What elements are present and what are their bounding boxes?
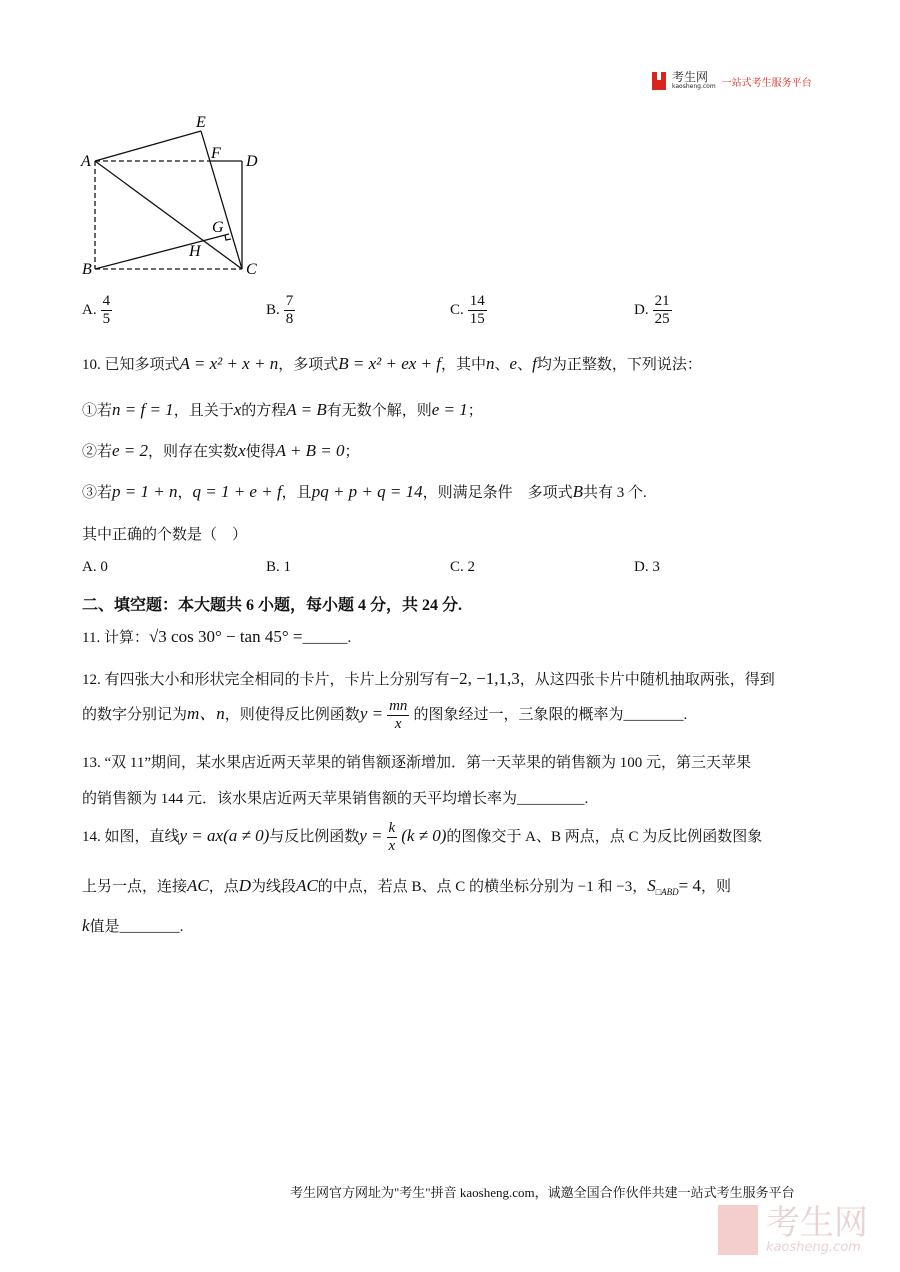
- label-C: C: [246, 261, 257, 278]
- q9-option-c: C. $\frac{14}{15}$: [450, 293, 485, 327]
- q14-line-2: 上另一点，连接AC，点D为线段AC的中点，若点 B、点 C 的横坐标分别为 −1 和 −3，$S_{□ABD}= 4$，则: [82, 876, 732, 897]
- brand-url: kaosheng.com: [672, 83, 716, 90]
- q9-option-d: D. $\frac{21}{25}$: [634, 293, 670, 327]
- q11: 11. 计算：√3 cos 30° − tan 45° =______.: [82, 627, 352, 646]
- q10-option-c: C. 2: [450, 559, 476, 575]
- q10-option-d: D. 3: [634, 559, 660, 575]
- q9-option-b: B. $\frac{7}{8}$: [266, 293, 294, 327]
- slogan: 一站式考生服务平台: [721, 77, 812, 89]
- q10-statement-3: ③若p = 1 + n，q = 1 + e + f，且pq + p + q = 14，则满足条件 多项式B共有 3 个.: [82, 482, 647, 501]
- header-logo: [652, 72, 812, 90]
- label-F: F: [211, 145, 221, 162]
- q12-line-1: 12. 有四张大小和形状完全相同的卡片，卡片上分别写有−2, −1,1,3，从这四张卡片中随机抽取两张，得到: [82, 669, 775, 688]
- watermark-logo-icon: [718, 1205, 758, 1255]
- q9-option-a: A. $\frac{4}{5}$: [82, 293, 111, 327]
- label-D: D: [246, 153, 258, 170]
- label-A: A: [81, 153, 91, 170]
- label-H: H: [189, 243, 201, 260]
- q13-line-1: 13. “双 11”期间，某水果店近两天苹果的销售额逐渐增加．第一天苹果的销售额为 100 元，第三天苹果: [82, 755, 752, 771]
- brand-name: 考生网: [672, 70, 709, 84]
- logo-mark-icon: [652, 72, 666, 90]
- q14-line-1: 14. 如图，直线y = ax(a ≠ 0)与反比例函数y = $\frac{k}{x}$ (k ≠ 0)的图像交于 A、B 两点，点 C 为反比例函数图象: [82, 820, 763, 854]
- q10-option-a: A. 0: [82, 559, 108, 575]
- watermark: 考生网 kaosheng.com: [718, 1205, 868, 1255]
- label-B: B: [82, 261, 92, 278]
- q10-statement-1: ①若n = f = 1，且关于x的方程A = B有无数个解，则e = 1；: [82, 400, 483, 419]
- q14-line-3: k值是________.: [82, 916, 184, 935]
- geometry-figure: [0, 0, 300, 300]
- footer-text: 考生网官方网址为"考生"拼音 kaosheng.com，诚邀全国合作伙伴共建一站式考生服务平台: [290, 1185, 795, 1200]
- label-E: E: [196, 114, 206, 131]
- q10-option-b: B. 1: [266, 559, 292, 575]
- q10-question: 其中正确的个数是（ ）: [82, 527, 248, 543]
- q10-statement-2: ②若e = 2，则存在实数x使得A + B = 0；: [82, 441, 360, 460]
- label-G: G: [212, 219, 224, 236]
- q13-line-2: 的销售额为 144 元．该水果店近两天苹果销售额的天平均增长率为_________.: [82, 791, 589, 807]
- q10-stem: 10. 已知多项式A = x² + x + n，多项式B = x² + ex + f，其中n、e、f均为正整数，下列说法：: [82, 354, 702, 373]
- q12-line-2: 的数字分别记为m、n，则使得反比例函数y = $\frac{mn}{x}$ 的图象经过一，三象限的概率为________.: [82, 698, 688, 732]
- section-heading: 二、填空题：本大题共 6 小题，每小题 4 分，共 24 分.: [82, 597, 463, 614]
